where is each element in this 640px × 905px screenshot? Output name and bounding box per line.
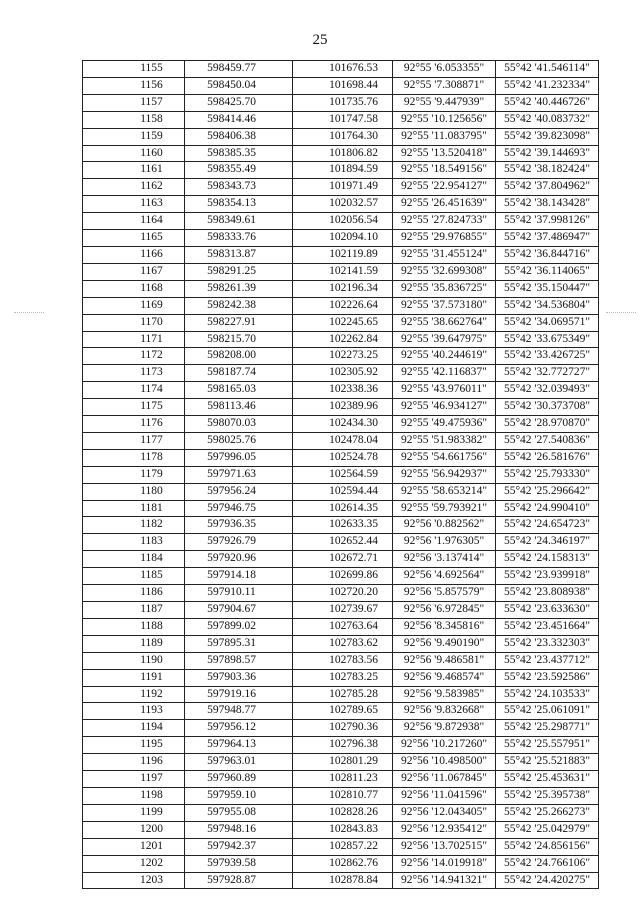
y-coordinate-cell: 102305.92 [293, 365, 393, 382]
table-row [83, 720, 599, 737]
table-row [83, 399, 599, 416]
longitude-cell: 92°56 '1.976305" [393, 534, 496, 551]
longitude-cell: 92°55 '59.793921" [393, 500, 496, 517]
latitude-cell: 55°42 '37.804962" [496, 179, 599, 196]
margin-mark-right [606, 312, 636, 314]
longitude-cell: 92°56 '11.067845" [393, 771, 496, 788]
table-row [83, 635, 599, 652]
x-coordinate-cell: 598165.03 [185, 382, 293, 399]
point-number-cell: 1200 [83, 821, 185, 838]
point-number-cell: 1166 [83, 246, 185, 263]
longitude-cell: 92°55 '37.573180" [393, 297, 496, 314]
y-coordinate-cell: 102245.65 [293, 314, 393, 331]
longitude-cell: 92°55 '26.451639" [393, 196, 496, 213]
point-number-cell: 1156 [83, 77, 185, 94]
point-number-cell: 1182 [83, 517, 185, 534]
longitude-cell: 92°55 '38.662764" [393, 314, 496, 331]
point-number-cell: 1161 [83, 162, 185, 179]
table-row [83, 213, 599, 230]
x-coordinate-cell: 598227.91 [185, 314, 293, 331]
longitude-cell: 92°55 '56.942937" [393, 466, 496, 483]
x-coordinate-cell: 598414.46 [185, 111, 293, 128]
longitude-cell: 92°56 '9.872938" [393, 720, 496, 737]
x-coordinate-cell: 597971.63 [185, 466, 293, 483]
x-coordinate-cell: 597936.35 [185, 517, 293, 534]
latitude-cell: 55°42 '25.298771" [496, 720, 599, 737]
point-number-cell: 1195 [83, 737, 185, 754]
longitude-cell: 92°55 '58.653214" [393, 483, 496, 500]
latitude-cell: 55°42 '24.103533" [496, 686, 599, 703]
y-coordinate-cell: 102878.84 [293, 872, 393, 889]
x-coordinate-cell: 598025.76 [185, 432, 293, 449]
x-coordinate-cell: 598215.70 [185, 331, 293, 348]
point-number-cell: 1190 [83, 652, 185, 669]
point-number-cell: 1183 [83, 534, 185, 551]
table-row [83, 111, 599, 128]
table-row [83, 230, 599, 247]
table-row [83, 771, 599, 788]
table-row [83, 838, 599, 855]
x-coordinate-cell: 597996.05 [185, 449, 293, 466]
latitude-cell: 55°42 '40.446726" [496, 94, 599, 111]
table-row [83, 568, 599, 585]
table-row [83, 551, 599, 568]
x-coordinate-cell: 598425.70 [185, 94, 293, 111]
longitude-cell: 92°55 '9.447939" [393, 94, 496, 111]
longitude-cell: 92°56 '8.345816" [393, 618, 496, 635]
y-coordinate-cell: 101676.53 [293, 61, 393, 78]
latitude-cell: 55°42 '38.182424" [496, 162, 599, 179]
x-coordinate-cell: 598450.04 [185, 77, 293, 94]
latitude-cell: 55°42 '24.420275" [496, 872, 599, 889]
longitude-cell: 92°56 '6.972845" [393, 602, 496, 619]
table-row [83, 754, 599, 771]
point-number-cell: 1203 [83, 872, 185, 889]
x-coordinate-cell: 597926.79 [185, 534, 293, 551]
longitude-cell: 92°56 '9.832668" [393, 703, 496, 720]
longitude-cell: 92°55 '6.053355" [393, 61, 496, 78]
y-coordinate-cell: 102389.96 [293, 399, 393, 416]
table-row [83, 449, 599, 466]
y-coordinate-cell: 102785.28 [293, 686, 393, 703]
longitude-cell: 92°55 '42.116837" [393, 365, 496, 382]
latitude-cell: 55°42 '23.939918" [496, 568, 599, 585]
y-coordinate-cell: 102196.34 [293, 280, 393, 297]
x-coordinate-cell: 598355.49 [185, 162, 293, 179]
longitude-cell: 92°56 '14.941321" [393, 872, 496, 889]
page-number: 25 [312, 32, 328, 48]
latitude-cell: 55°42 '32.039493" [496, 382, 599, 399]
y-coordinate-cell: 102594.44 [293, 483, 393, 500]
point-number-cell: 1158 [83, 111, 185, 128]
y-coordinate-cell: 102478.04 [293, 432, 393, 449]
point-number-cell: 1198 [83, 787, 185, 804]
x-coordinate-cell: 598343.73 [185, 179, 293, 196]
longitude-cell: 92°56 '12.043405" [393, 804, 496, 821]
point-number-cell: 1157 [83, 94, 185, 111]
point-number-cell: 1162 [83, 179, 185, 196]
table-row [83, 263, 599, 280]
longitude-cell: 92°55 '54.661756" [393, 449, 496, 466]
point-number-cell: 1191 [83, 669, 185, 686]
point-number-cell: 1185 [83, 568, 185, 585]
y-coordinate-cell: 102524.78 [293, 449, 393, 466]
latitude-cell: 55°42 '24.990410" [496, 500, 599, 517]
longitude-cell: 92°55 '7.308871" [393, 77, 496, 94]
longitude-cell: 92°55 '11.083795" [393, 128, 496, 145]
latitude-cell: 55°42 '28.970870" [496, 416, 599, 433]
longitude-cell: 92°55 '49.475936" [393, 416, 496, 433]
y-coordinate-cell: 102801.29 [293, 754, 393, 771]
y-coordinate-cell: 102810.77 [293, 787, 393, 804]
point-number-cell: 1199 [83, 804, 185, 821]
point-number-cell: 1189 [83, 635, 185, 652]
y-coordinate-cell: 102056.54 [293, 213, 393, 230]
y-coordinate-cell: 102119.89 [293, 246, 393, 263]
point-number-cell: 1173 [83, 365, 185, 382]
table-row [83, 686, 599, 703]
point-number-cell: 1159 [83, 128, 185, 145]
x-coordinate-cell: 597956.12 [185, 720, 293, 737]
y-coordinate-cell: 102564.59 [293, 466, 393, 483]
table-row [83, 500, 599, 517]
x-coordinate-cell: 597942.37 [185, 838, 293, 855]
longitude-cell: 92°56 '4.692564" [393, 568, 496, 585]
x-coordinate-cell: 597963.01 [185, 754, 293, 771]
latitude-cell: 55°42 '23.808938" [496, 585, 599, 602]
x-coordinate-cell: 597955.08 [185, 804, 293, 821]
table-row [83, 618, 599, 635]
x-coordinate-cell: 597903.36 [185, 669, 293, 686]
table-row [83, 737, 599, 754]
y-coordinate-cell: 102094.10 [293, 230, 393, 247]
y-coordinate-cell: 102720.20 [293, 585, 393, 602]
y-coordinate-cell: 102652.44 [293, 534, 393, 551]
point-number-cell: 1184 [83, 551, 185, 568]
latitude-cell: 55°42 '36.844716" [496, 246, 599, 263]
y-coordinate-cell: 102633.35 [293, 517, 393, 534]
longitude-cell: 92°56 '9.583985" [393, 686, 496, 703]
latitude-cell: 55°42 '25.793330" [496, 466, 599, 483]
latitude-cell: 55°42 '26.581676" [496, 449, 599, 466]
latitude-cell: 55°42 '39.144693" [496, 145, 599, 162]
y-coordinate-cell: 101698.44 [293, 77, 393, 94]
latitude-cell: 55°42 '24.856156" [496, 838, 599, 855]
y-coordinate-cell: 102811.23 [293, 771, 393, 788]
table-row [83, 669, 599, 686]
y-coordinate-cell: 101806.82 [293, 145, 393, 162]
latitude-cell: 55°42 '25.061091" [496, 703, 599, 720]
table-row [83, 179, 599, 196]
longitude-cell: 92°55 '40.244619" [393, 348, 496, 365]
table-row [83, 128, 599, 145]
x-coordinate-cell: 597960.89 [185, 771, 293, 788]
x-coordinate-cell: 598187.74 [185, 365, 293, 382]
point-number-cell: 1194 [83, 720, 185, 737]
table-row [83, 77, 599, 94]
latitude-cell: 55°42 '23.592586" [496, 669, 599, 686]
longitude-cell: 92°56 '9.468574" [393, 669, 496, 686]
y-coordinate-cell: 101747.58 [293, 111, 393, 128]
point-number-cell: 1170 [83, 314, 185, 331]
table-row [83, 196, 599, 213]
x-coordinate-cell: 597946.75 [185, 500, 293, 517]
point-number-cell: 1178 [83, 449, 185, 466]
longitude-cell: 92°55 '13.520418" [393, 145, 496, 162]
y-coordinate-cell: 102614.35 [293, 500, 393, 517]
latitude-cell: 55°42 '24.346197" [496, 534, 599, 551]
y-coordinate-cell: 101894.59 [293, 162, 393, 179]
table-row [83, 162, 599, 179]
point-number-cell: 1165 [83, 230, 185, 247]
latitude-cell: 55°42 '34.069571" [496, 314, 599, 331]
y-coordinate-cell: 101971.49 [293, 179, 393, 196]
y-coordinate-cell: 102739.67 [293, 602, 393, 619]
point-number-cell: 1180 [83, 483, 185, 500]
latitude-cell: 55°42 '33.426725" [496, 348, 599, 365]
point-number-cell: 1176 [83, 416, 185, 433]
x-coordinate-cell: 598385.35 [185, 145, 293, 162]
y-coordinate-cell: 102783.25 [293, 669, 393, 686]
x-coordinate-cell: 597948.16 [185, 821, 293, 838]
point-number-cell: 1181 [83, 500, 185, 517]
y-coordinate-cell: 101764.30 [293, 128, 393, 145]
latitude-cell: 55°42 '33.675349" [496, 331, 599, 348]
x-coordinate-cell: 598406.38 [185, 128, 293, 145]
point-number-cell: 1193 [83, 703, 185, 720]
latitude-cell: 55°42 '37.486947" [496, 230, 599, 247]
x-coordinate-cell: 597948.77 [185, 703, 293, 720]
longitude-cell: 92°55 '22.954127" [393, 179, 496, 196]
latitude-cell: 55°42 '41.546114" [496, 61, 599, 78]
y-coordinate-cell: 102862.76 [293, 855, 393, 872]
latitude-cell: 55°42 '24.766106" [496, 855, 599, 872]
longitude-cell: 92°56 '3.137414" [393, 551, 496, 568]
y-coordinate-cell: 102796.38 [293, 737, 393, 754]
x-coordinate-cell: 598261.39 [185, 280, 293, 297]
longitude-cell: 92°55 '51.983382" [393, 432, 496, 449]
longitude-cell: 92°56 '9.486581" [393, 652, 496, 669]
table-row [83, 483, 599, 500]
table-row [83, 534, 599, 551]
point-number-cell: 1171 [83, 331, 185, 348]
point-number-cell: 1202 [83, 855, 185, 872]
x-coordinate-cell: 597920.96 [185, 551, 293, 568]
longitude-cell: 92°56 '10.498500" [393, 754, 496, 771]
point-number-cell: 1186 [83, 585, 185, 602]
latitude-cell: 55°42 '27.540836" [496, 432, 599, 449]
table-row [83, 652, 599, 669]
y-coordinate-cell: 102141.59 [293, 263, 393, 280]
latitude-cell: 55°42 '37.998126" [496, 213, 599, 230]
longitude-cell: 92°55 '10.125656" [393, 111, 496, 128]
point-number-cell: 1197 [83, 771, 185, 788]
table-row [83, 348, 599, 365]
x-coordinate-cell: 598113.46 [185, 399, 293, 416]
y-coordinate-cell: 102338.36 [293, 382, 393, 399]
longitude-cell: 92°55 '35.836725" [393, 280, 496, 297]
latitude-cell: 55°42 '41.232334" [496, 77, 599, 94]
y-coordinate-cell: 102032.57 [293, 196, 393, 213]
x-coordinate-cell: 597964.13 [185, 737, 293, 754]
point-number-cell: 1167 [83, 263, 185, 280]
x-coordinate-cell: 598349.61 [185, 213, 293, 230]
x-coordinate-cell: 597956.24 [185, 483, 293, 500]
y-coordinate-cell: 102789.65 [293, 703, 393, 720]
table-row [83, 703, 599, 720]
point-number-cell: 1188 [83, 618, 185, 635]
point-number-cell: 1160 [83, 145, 185, 162]
y-coordinate-cell: 102763.64 [293, 618, 393, 635]
x-coordinate-cell: 597919.16 [185, 686, 293, 703]
point-number-cell: 1179 [83, 466, 185, 483]
x-coordinate-cell: 598291.25 [185, 263, 293, 280]
y-coordinate-cell: 102672.71 [293, 551, 393, 568]
coordinates-table [82, 60, 599, 889]
longitude-cell: 92°56 '11.041596" [393, 787, 496, 804]
point-number-cell: 1174 [83, 382, 185, 399]
table-row [83, 297, 599, 314]
latitude-cell: 55°42 '25.266273" [496, 804, 599, 821]
point-number-cell: 1187 [83, 602, 185, 619]
x-coordinate-cell: 597898.57 [185, 652, 293, 669]
point-number-cell: 1201 [83, 838, 185, 855]
latitude-cell: 55°42 '23.332303" [496, 635, 599, 652]
longitude-cell: 92°56 '13.702515" [393, 838, 496, 855]
table-row [83, 855, 599, 872]
x-coordinate-cell: 597939.58 [185, 855, 293, 872]
table-row [83, 432, 599, 449]
latitude-cell: 55°42 '30.373708" [496, 399, 599, 416]
y-coordinate-cell: 102857.22 [293, 838, 393, 855]
point-number-cell: 1168 [83, 280, 185, 297]
y-coordinate-cell: 102828.26 [293, 804, 393, 821]
table-row [83, 145, 599, 162]
x-coordinate-cell: 598070.03 [185, 416, 293, 433]
x-coordinate-cell: 598459.77 [185, 61, 293, 78]
table-row [83, 517, 599, 534]
x-coordinate-cell: 597895.31 [185, 635, 293, 652]
y-coordinate-cell: 102783.62 [293, 635, 393, 652]
latitude-cell: 55°42 '35.150447" [496, 280, 599, 297]
latitude-cell: 55°42 '32.772727" [496, 365, 599, 382]
table-row [83, 585, 599, 602]
table-row [83, 365, 599, 382]
y-coordinate-cell: 102843.83 [293, 821, 393, 838]
latitude-cell: 55°42 '34.536804" [496, 297, 599, 314]
y-coordinate-cell: 102434.30 [293, 416, 393, 433]
longitude-cell: 92°56 '5.857579" [393, 585, 496, 602]
latitude-cell: 55°42 '39.823098" [496, 128, 599, 145]
latitude-cell: 55°42 '40.083732" [496, 111, 599, 128]
latitude-cell: 55°42 '25.296642" [496, 483, 599, 500]
point-number-cell: 1175 [83, 399, 185, 416]
latitude-cell: 55°42 '25.042979" [496, 821, 599, 838]
latitude-cell: 55°42 '24.654723" [496, 517, 599, 534]
table-row [83, 61, 599, 78]
longitude-cell: 92°56 '9.490190" [393, 635, 496, 652]
x-coordinate-cell: 597899.02 [185, 618, 293, 635]
longitude-cell: 92°55 '31.455124" [393, 246, 496, 263]
point-number-cell: 1196 [83, 754, 185, 771]
table-row [83, 466, 599, 483]
table-row [83, 246, 599, 263]
point-number-cell: 1163 [83, 196, 185, 213]
longitude-cell: 92°55 '27.824733" [393, 213, 496, 230]
y-coordinate-cell: 102783.56 [293, 652, 393, 669]
y-coordinate-cell: 102699.86 [293, 568, 393, 585]
longitude-cell: 92°56 '14.019918" [393, 855, 496, 872]
y-coordinate-cell: 102273.25 [293, 348, 393, 365]
latitude-cell: 55°42 '24.158313" [496, 551, 599, 568]
latitude-cell: 55°42 '25.521883" [496, 754, 599, 771]
y-coordinate-cell: 102790.36 [293, 720, 393, 737]
point-number-cell: 1172 [83, 348, 185, 365]
x-coordinate-cell: 597928.87 [185, 872, 293, 889]
y-coordinate-cell: 102262.84 [293, 331, 393, 348]
longitude-cell: 92°55 '18.549156" [393, 162, 496, 179]
x-coordinate-cell: 597904.67 [185, 602, 293, 619]
x-coordinate-cell: 598208.00 [185, 348, 293, 365]
latitude-cell: 55°42 '23.451664" [496, 618, 599, 635]
margin-mark-left [14, 312, 44, 314]
longitude-cell: 92°55 '39.647975" [393, 331, 496, 348]
point-number-cell: 1155 [83, 61, 185, 78]
table-row [83, 314, 599, 331]
x-coordinate-cell: 597914.18 [185, 568, 293, 585]
point-number-cell: 1169 [83, 297, 185, 314]
latitude-cell: 55°42 '38.143428" [496, 196, 599, 213]
x-coordinate-cell: 598313.87 [185, 246, 293, 263]
point-number-cell: 1164 [83, 213, 185, 230]
table-row [83, 94, 599, 111]
longitude-cell: 92°55 '29.976855" [393, 230, 496, 247]
table-row [83, 872, 599, 889]
x-coordinate-cell: 598354.13 [185, 196, 293, 213]
x-coordinate-cell: 597910.11 [185, 585, 293, 602]
longitude-cell: 92°56 '10.217260" [393, 737, 496, 754]
longitude-cell: 92°55 '32.699308" [393, 263, 496, 280]
table-row [83, 331, 599, 348]
longitude-cell: 92°56 '12.935412" [393, 821, 496, 838]
latitude-cell: 55°42 '23.437712" [496, 652, 599, 669]
latitude-cell: 55°42 '36.114065" [496, 263, 599, 280]
table-row [83, 821, 599, 838]
latitude-cell: 55°42 '23.633630" [496, 602, 599, 619]
x-coordinate-cell: 598333.76 [185, 230, 293, 247]
longitude-cell: 92°56 '0.882562" [393, 517, 496, 534]
latitude-cell: 55°42 '25.453631" [496, 771, 599, 788]
table-row [83, 804, 599, 821]
longitude-cell: 92°55 '46.934127" [393, 399, 496, 416]
latitude-cell: 55°42 '25.395738" [496, 787, 599, 804]
table-row [83, 787, 599, 804]
table-row [83, 280, 599, 297]
table-row [83, 602, 599, 619]
x-coordinate-cell: 598242.38 [185, 297, 293, 314]
y-coordinate-cell: 102226.64 [293, 297, 393, 314]
point-number-cell: 1177 [83, 432, 185, 449]
y-coordinate-cell: 101735.76 [293, 94, 393, 111]
point-number-cell: 1192 [83, 686, 185, 703]
coordinates-table-body [83, 61, 599, 889]
longitude-cell: 92°55 '43.976011" [393, 382, 496, 399]
table-row [83, 382, 599, 399]
x-coordinate-cell: 597959.10 [185, 787, 293, 804]
latitude-cell: 55°42 '25.557951" [496, 737, 599, 754]
table-row [83, 416, 599, 433]
